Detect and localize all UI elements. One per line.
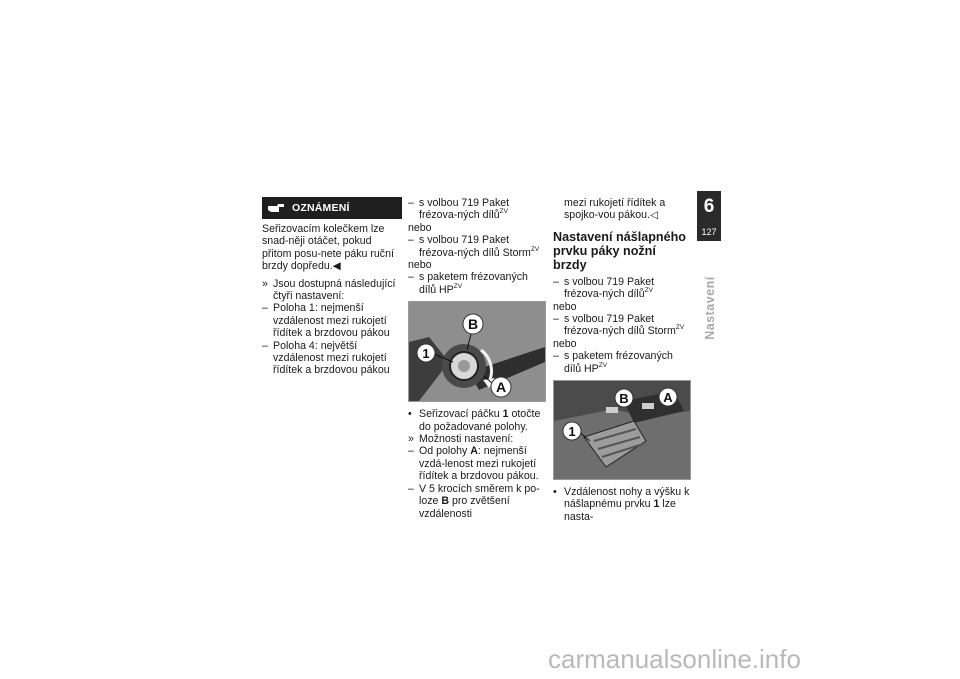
column-1 <box>262 197 402 377</box>
figure-label-a: A <box>495 379 507 396</box>
figure-label-1: 1 <box>568 424 576 440</box>
figure-label-b: B <box>619 391 629 407</box>
chapter-number: 6 <box>703 196 715 217</box>
figure-label-1: 1 <box>422 346 430 362</box>
setting-option: – V 5 krocích směrem k po-loze B pro zvětšení vzdálenosti <box>408 482 540 520</box>
column-2 <box>408 197 546 520</box>
or-text: nebo <box>408 259 432 272</box>
instruction-step: • Vzdálenost nohy a výšku k nášlapnému prvku 1 lze nasta- <box>553 486 690 523</box>
variant-item: – s volbou 719 Paket frézova-ných dílů$^{ZV}$ <box>553 275 655 301</box>
section-heading: Nastavení nášlapného prvku páky nožní brzdy <box>553 229 686 272</box>
result-item: » Jsou dostupná následující čtyři nastavení: <box>262 277 396 303</box>
footrest-figure <box>553 380 691 480</box>
variant-item: – s paketem frézovaných dílů $HP^{ZV}$ <box>408 271 528 296</box>
variant-item: – s volbou 719 Paket frézova-ných dílů Storm$^{ZV}$ <box>553 313 685 338</box>
end-mark-icon: ◀ <box>332 260 341 273</box>
end-mark-icon: ◁ <box>649 209 659 222</box>
brake-lever-figure <box>408 301 546 402</box>
result-item: » Možnosti nastavení: <box>408 433 514 446</box>
setting-option: – Od polohy A: nejmenší vzdá-lenost mezi rukojetí řídítek a brzdovou pákou. <box>408 445 539 483</box>
continuation-text: mezi rukojetí řídítek a spojko-vou pákou.◁ <box>564 197 666 222</box>
variant-item: – s paketem frézovaných dílů $HP^{ZV}$ <box>553 350 673 375</box>
variant-item: – s volbou 719 Paket frézova-ných dílů Storm$^{ZV}$ <box>408 234 540 259</box>
notice-banner <box>262 197 402 219</box>
or-text: nebo <box>408 221 432 234</box>
watermark: carmanualsonline.info <box>548 644 801 674</box>
figure-label-b: B <box>467 316 479 333</box>
chapter-tab <box>697 191 721 241</box>
hand-pointing-icon <box>266 201 286 215</box>
intro-text: Seřizovacím kolečkem lze snad-něji otáčet, pokud přitom posu-nete páku ruční brzdy dopředu.◀ <box>262 223 394 273</box>
figure-label-a: A <box>663 390 673 406</box>
variant-item: – s volbou 719 Paket frézova-ných dílů$^{ZV}$ <box>408 197 510 222</box>
or-text: nebo <box>553 300 577 313</box>
page-number: 127 <box>701 227 717 237</box>
instruction-step: • Seřizovací páčku 1 otočte do požadované polohy. <box>408 408 541 433</box>
option-item: – Poloha 4: největší vzdálenost mezi rukojetí řídítek a brzdovou pákou <box>262 339 390 377</box>
column-3 <box>553 197 691 523</box>
or-text: nebo <box>553 337 577 350</box>
section-title: Nastavení <box>703 276 717 340</box>
option-item: – Poloha 1: nejmenší vzdálenost mezi rukojetí řídítek a brzdovou pákou <box>262 302 390 340</box>
notice-label: OZNÁMENÍ <box>292 201 350 214</box>
